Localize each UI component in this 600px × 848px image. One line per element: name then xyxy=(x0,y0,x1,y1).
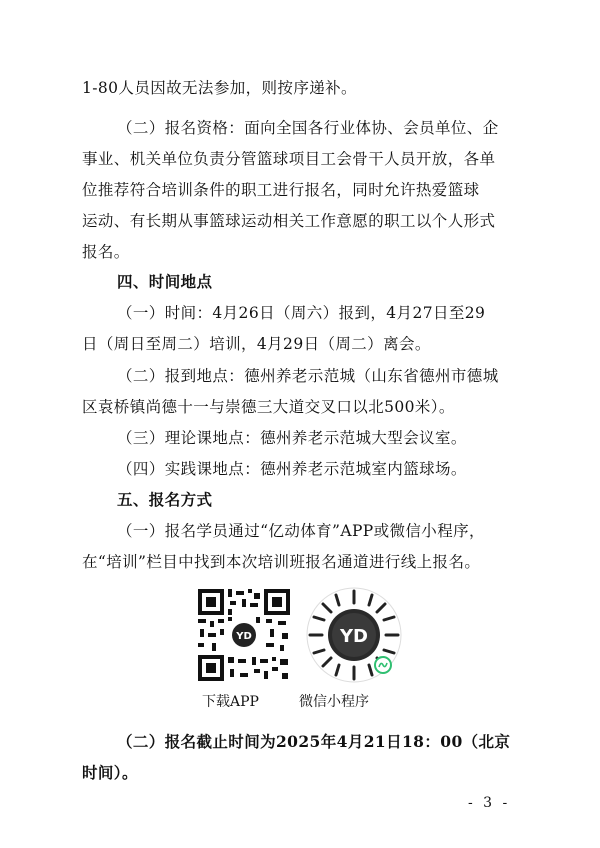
mini-program-caption: 微信小程序 xyxy=(299,694,369,710)
theory-place: （三）理论课地点：德州养老示范城大型会议室。 xyxy=(117,429,467,447)
qr-code-icon xyxy=(196,587,292,683)
svg-text:YD: YD xyxy=(236,631,252,642)
paragraph-continuation: 1-80人员因故无法参加，则按序递补。 xyxy=(82,79,357,97)
time-line-1: （一）时间：4月26日（周六）报到，4月27日至29 xyxy=(117,304,486,322)
checkin-place-line-2: 区袁桥镇尚德十一与崇德三大道交叉口以北500米）。 xyxy=(82,398,455,416)
mini-program-code[interactable] xyxy=(306,587,402,683)
time-line-2: 日（周日至周二）培训，4月29日（周二）离会。 xyxy=(82,335,431,353)
eligibility-line-5: 报名。 xyxy=(82,243,130,261)
signup-line-2: 在“培训”栏目中找到本次培训班报名通道进行线上报名。 xyxy=(82,553,481,571)
mini-program-code-icon xyxy=(306,587,402,683)
checkin-place-line-1: （二）报到地点：德州养老示范城（山东省德州市德城 xyxy=(117,367,499,385)
app-download-caption: 下载APP xyxy=(202,694,259,710)
section-heading-signup: 五、报名方式 xyxy=(117,491,213,509)
deadline-line-2: 时间）。 xyxy=(82,763,138,782)
deadline-line-1: （二）报名截止时间为2025年4月21日18：00（北京 xyxy=(117,732,511,751)
section-heading-time-place: 四、时间地点 xyxy=(117,273,213,291)
signup-line-1: （一）报名学员通过“亿动体育”APP或微信小程序， xyxy=(117,522,485,540)
eligibility-line-3: 位推荐符合培训条件的职工进行报名，同时允许热爱篮球 xyxy=(82,181,480,199)
app-download-qr-code[interactable] xyxy=(196,587,292,683)
eligibility-line-4: 运动、有长期从事篮球运动相关工作意愿的职工以个人形式 xyxy=(82,212,496,230)
practice-place: （四）实践课地点：德州养老示范城室内篮球场。 xyxy=(117,460,467,478)
svg-text:YD: YD xyxy=(340,626,368,647)
eligibility-line-2: 事业、机关单位负责分管篮球项目工会骨干人员开放，各单 xyxy=(82,150,496,168)
page-number: - 3 - xyxy=(468,795,511,811)
eligibility-line-1: （二）报名资格：面向全国各行业体协、会员单位、企 xyxy=(117,119,499,137)
